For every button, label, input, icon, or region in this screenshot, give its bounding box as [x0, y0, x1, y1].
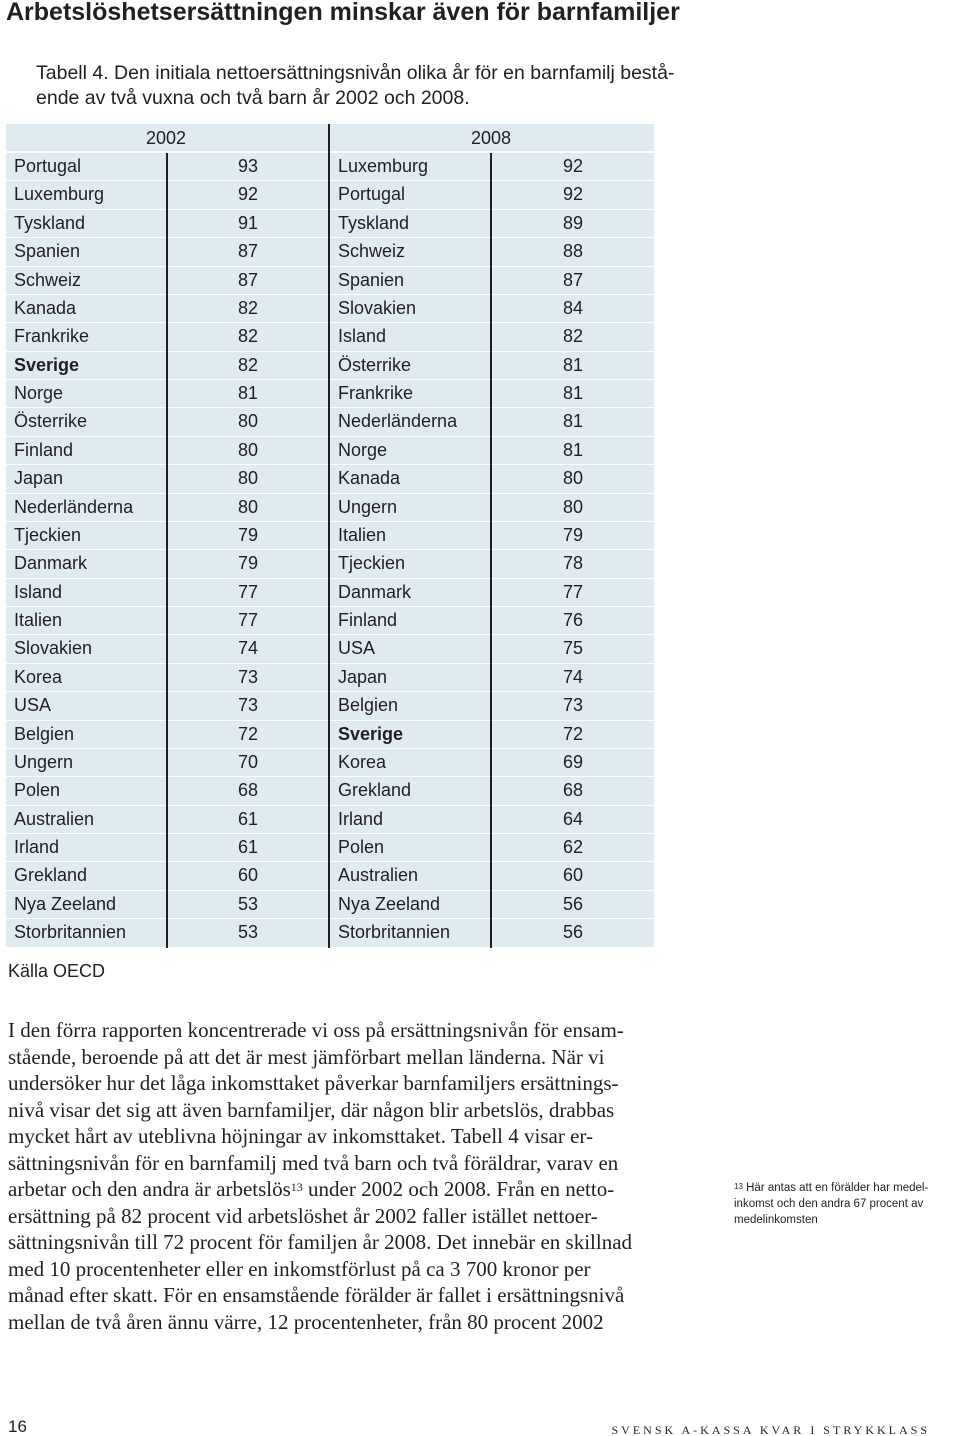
body-line-text: under 2002 och 2008. Från en netto- — [302, 1177, 615, 1201]
table-row — [6, 153, 654, 181]
value-2008: 78 — [562, 553, 583, 574]
column-header-2008: 2008 — [471, 128, 512, 148]
table-row — [6, 692, 654, 720]
value-2008: 68 — [562, 780, 583, 801]
table-row — [6, 862, 654, 890]
table-row — [6, 721, 654, 749]
country-2008: Danmark — [338, 581, 412, 602]
table-row — [6, 295, 654, 323]
country-2002: Luxemburg — [14, 184, 105, 205]
country-2002: Nederländerna — [14, 496, 134, 517]
table-row — [6, 267, 654, 295]
country-2008: Irland — [338, 808, 384, 829]
country-2008: Island — [338, 326, 387, 347]
country-2002: Irland — [14, 837, 60, 857]
value-2008: 64 — [562, 808, 583, 829]
country-2002: Ungern — [14, 751, 74, 772]
value-2002: 72 — [237, 723, 258, 744]
country-2008: Korea — [338, 751, 387, 772]
value-2002: 92 — [237, 184, 258, 205]
country-2008: Italien — [338, 524, 387, 545]
value-2008: 69 — [562, 751, 583, 772]
country-2002: Tjeckien — [14, 524, 82, 545]
country-2008: Australien — [338, 865, 419, 886]
value-2002: 82 — [237, 326, 258, 347]
value-2002: 80 — [237, 411, 258, 432]
table-row — [6, 806, 654, 834]
table-row — [6, 522, 654, 550]
country-2008: Tyskland — [338, 212, 410, 233]
value-2008: 81 — [562, 411, 583, 432]
table-row — [6, 579, 654, 607]
value-2008: 56 — [562, 922, 583, 943]
body-line: mycket hårt av uteblivna höjningar av inkomsttaket. Tabell 4 visar er- — [8, 1124, 593, 1148]
value-2008: 72 — [562, 723, 583, 744]
body-line — [8, 1176, 708, 1203]
country-2008: Japan — [338, 666, 388, 687]
country-2008: Luxemburg — [338, 156, 429, 176]
footnote-text: Här antas att en förälder har medel-inkomst och den andra 67 procent av medelinkomsten — [734, 1182, 929, 1226]
country-2002: Storbritannien — [14, 922, 127, 943]
table-row — [6, 181, 654, 209]
value-2002: 61 — [237, 808, 258, 829]
table-row — [6, 408, 654, 436]
table-row — [6, 919, 654, 947]
value-2008: 82 — [562, 326, 583, 347]
value-2002: 68 — [237, 780, 258, 801]
value-2008: 74 — [562, 666, 583, 687]
value-2008: 62 — [562, 837, 583, 857]
country-2008: Slovakien — [338, 297, 417, 318]
country-2002: Australien — [14, 808, 95, 829]
value-2008: 80 — [562, 468, 583, 489]
country-2008: Nya Zeeland — [338, 893, 441, 914]
body-paragraph — [8, 1017, 708, 1335]
table-row — [6, 465, 654, 493]
country-2002: Norge — [14, 383, 64, 403]
body-line: sättningsnivån för en barnfamilj med två barn och två föräldrar, varav en — [8, 1150, 619, 1175]
value-2002: 82 — [237, 297, 258, 318]
value-2002: 77 — [237, 610, 258, 630]
table-row — [6, 323, 654, 351]
country-2002: Kanada — [14, 297, 77, 318]
value-2002: 53 — [237, 922, 258, 943]
body-line: I den förra rapporten koncentrerade vi oss på ersättningsnivån för ensam- — [8, 1018, 624, 1042]
country-2002: Slovakien — [14, 638, 93, 659]
country-2002: Belgien — [14, 723, 75, 744]
value-2008: 81 — [562, 354, 583, 375]
value-2002: 87 — [237, 241, 258, 262]
country-2002: Island — [14, 581, 63, 602]
column-divider — [166, 153, 168, 948]
value-2002: 82 — [237, 354, 258, 375]
table-row — [6, 494, 654, 522]
value-2008: 88 — [562, 241, 583, 262]
country-2008: USA — [338, 638, 376, 659]
value-2002: 80 — [237, 468, 258, 489]
value-2002: 73 — [237, 695, 258, 716]
table-row — [6, 891, 654, 919]
replacement-rate-table — [6, 124, 654, 948]
country-2008: Schweiz — [338, 241, 406, 262]
table-row — [6, 607, 654, 635]
table-body — [6, 153, 654, 948]
value-2002: 73 — [237, 666, 258, 687]
value-2002: 77 — [237, 581, 258, 602]
value-2008: 79 — [562, 524, 583, 545]
value-2008: 92 — [562, 156, 583, 176]
country-2008: Ungern — [338, 496, 398, 517]
caption-line: ende av två vuxna och två barn år 2002 och 2008. — [36, 87, 470, 109]
table-row — [6, 664, 654, 692]
country-2002: Österrike — [14, 411, 88, 432]
country-2002: Spanien — [14, 241, 81, 262]
body-line: stående, beroende på att det är mest jämförbart mellan länderna. När vi — [8, 1044, 605, 1069]
value-2002: 91 — [237, 212, 258, 233]
body-line: mellan de två åren ännu värre, 12 procentenheter, från 80 procent 2002 — [8, 1309, 604, 1334]
country-2002: Schweiz — [14, 269, 82, 290]
country-2008: Kanada — [338, 468, 401, 489]
column-divider — [490, 153, 492, 948]
country-2002: Sverige — [14, 354, 80, 375]
running-footer: SVENSK A-KASSA KVAR I STRYKKLASS — [611, 1423, 930, 1436]
value-2002: 93 — [237, 156, 258, 176]
page-heading: Arbetslöshetsersättningen minskar även för barnfamiljer — [6, 0, 680, 26]
year-divider — [328, 124, 330, 948]
value-2002: 81 — [237, 383, 258, 403]
country-2002: Tyskland — [14, 212, 86, 233]
table-source: Källa OECD — [8, 961, 106, 981]
body-line: nivå visar det sig att även barnfamiljer, där någon blir arbetslös, drabbas — [8, 1097, 615, 1122]
value-2008: 81 — [562, 439, 583, 460]
value-2002: 79 — [237, 553, 258, 574]
footnote-reference: 13 — [290, 1180, 303, 1194]
body-line-text: arbetar och den andra är arbetslös — [8, 1177, 291, 1201]
country-2008: Spanien — [338, 269, 405, 290]
table-caption — [36, 61, 676, 111]
country-2002: Korea — [14, 666, 63, 687]
value-2008: 56 — [562, 893, 583, 914]
value-2002: 74 — [237, 638, 258, 659]
country-2008: Belgien — [338, 695, 399, 716]
country-2008: Tjeckien — [338, 553, 406, 574]
table-row — [6, 352, 654, 380]
country-2002: Italien — [14, 610, 63, 630]
country-2008: Sverige — [338, 723, 404, 744]
caption-line: Tabell 4. Den initiala nettoersättningsnivån olika år för en barnfamilj bestå- — [36, 62, 675, 84]
country-2008: Nederländerna — [338, 411, 458, 432]
table-row — [6, 550, 654, 578]
country-2008: Österrike — [338, 354, 412, 375]
body-line: månad efter skatt. För en ensamstående förälder är fallet i ersättningsnivå — [8, 1283, 625, 1307]
value-2008: 76 — [562, 610, 583, 630]
value-2002: 61 — [237, 837, 258, 857]
table-row — [6, 749, 654, 777]
table-row — [6, 777, 654, 805]
country-2002: Frankrike — [14, 326, 90, 347]
value-2008: 89 — [562, 212, 583, 233]
body-line: sättningsnivån till 72 procent för familjen år 2008. Det innebär en skillnad — [8, 1230, 633, 1254]
value-2002: 80 — [237, 439, 258, 460]
body-line: med 10 procentenheter eller en inkomstförlust på ca 3 700 kronor per — [8, 1256, 591, 1281]
column-header-2002: 2002 — [146, 128, 187, 148]
value-2002: 53 — [237, 893, 258, 914]
country-2002: Grekland — [14, 865, 88, 886]
table-row — [6, 635, 654, 663]
table-row — [6, 834, 654, 862]
country-2008: Grekland — [338, 780, 412, 801]
country-2008: Polen — [338, 837, 385, 857]
value-2008: 75 — [562, 638, 583, 659]
value-2002: 70 — [237, 751, 258, 772]
country-2008: Storbritannien — [338, 922, 451, 943]
footnote-number: 13 — [734, 1182, 743, 1191]
country-2008: Frankrike — [338, 383, 414, 403]
page-number: 16 — [8, 1417, 27, 1436]
country-2008: Finland — [338, 610, 398, 630]
country-2002: Finland — [14, 439, 74, 460]
value-2002: 87 — [237, 269, 258, 290]
value-2008: 60 — [562, 865, 583, 886]
table-row — [6, 437, 654, 465]
value-2008: 84 — [562, 297, 583, 318]
table-header-row — [6, 124, 654, 153]
country-2002: Polen — [14, 780, 61, 801]
value-2008: 73 — [562, 695, 583, 716]
table-row — [6, 238, 654, 266]
value-2008: 87 — [562, 269, 583, 290]
country-2008: Norge — [338, 439, 388, 460]
body-line: undersöker hur det låga inkomsttaket påverkar barnfamiljers ersättnings- — [8, 1071, 619, 1095]
body-line: ersättning på 82 procent vid arbetslöshet år 2002 faller istället nettoer- — [8, 1203, 598, 1228]
table-row — [6, 380, 654, 408]
value-2008: 77 — [562, 581, 583, 602]
country-2002: Portugal — [14, 156, 82, 176]
country-2002: USA — [14, 695, 52, 716]
value-2008: 81 — [562, 383, 583, 403]
value-2008: 92 — [562, 184, 583, 205]
country-2002: Nya Zeeland — [14, 893, 117, 914]
table-row — [6, 210, 654, 238]
country-2002: Danmark — [14, 553, 88, 574]
country-2008: Portugal — [338, 184, 406, 205]
country-2002: Japan — [14, 468, 64, 489]
footnote — [734, 1180, 934, 1228]
value-2002: 80 — [237, 496, 258, 517]
value-2002: 79 — [237, 524, 258, 545]
value-2008: 80 — [562, 496, 583, 517]
value-2002: 60 — [237, 865, 258, 886]
